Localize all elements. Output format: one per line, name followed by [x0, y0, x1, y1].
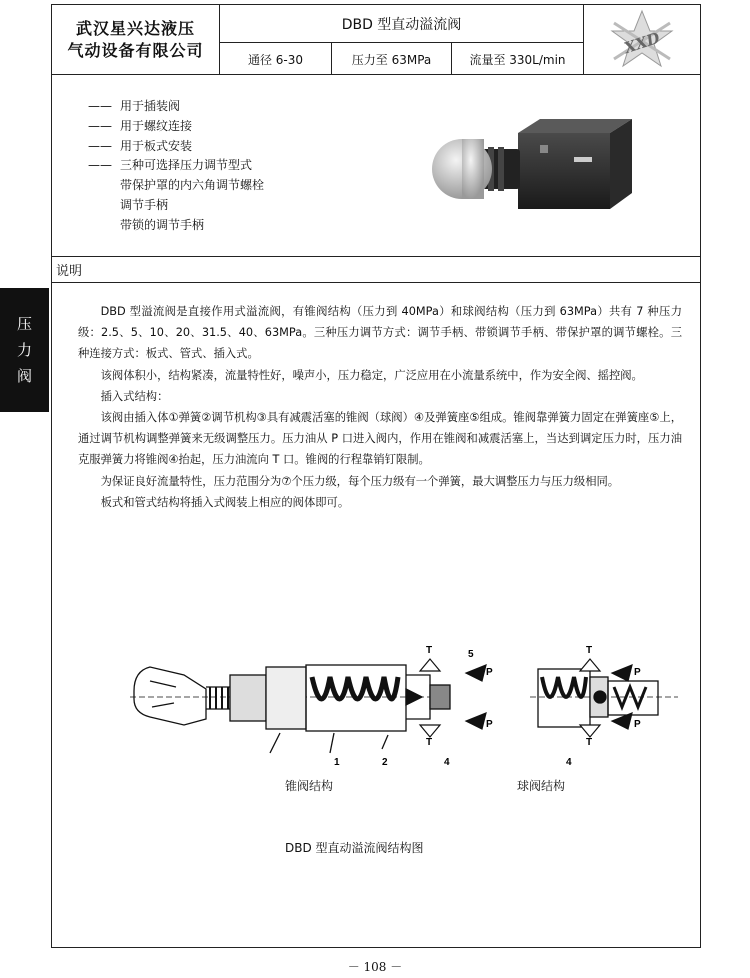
product-title: DBD 型直动溢流阀: [220, 5, 583, 43]
logo-icon: [594, 9, 690, 71]
header: [52, 5, 700, 75]
paragraph: 为保证良好流量特性，压力范围分为⑦个压力级，每个压力级有一个弹簧，最大调整压力与压力级相同。: [100, 474, 620, 488]
label-2: 2: [382, 757, 388, 768]
label-t: T: [426, 737, 433, 748]
list-item: —— 用于螺纹连接: [88, 118, 193, 133]
paragraph: 插入式结构：: [100, 389, 169, 403]
label-4: 4: [566, 757, 572, 768]
company-name: [52, 5, 220, 75]
spec-row: [220, 43, 583, 75]
features-panel: [52, 75, 700, 257]
list-item: 带保护罩的内六角调节螺栓: [120, 178, 265, 193]
label-p: P: [634, 667, 641, 678]
spec-pressure: 压力至 63MPa: [332, 43, 452, 75]
cone-valve-drawing: [130, 665, 450, 753]
list-item: —— 用于板式安装: [88, 138, 193, 153]
paragraph: 板式和管式结构将插入式阀装上相应的阀体即可。: [100, 495, 350, 509]
label-t: T: [586, 645, 593, 656]
page-number: － 108 －: [347, 960, 403, 974]
list-item: —— 用于插装阀: [88, 99, 181, 113]
structure-diagram: [130, 641, 690, 771]
list-item: 带锁的调节手柄: [120, 217, 205, 232]
list-item: 调节手柄: [120, 197, 169, 212]
company-logo: [583, 5, 700, 75]
paragraph: DBD 型溢流阀是直接作用式溢流阀，有锥阀结构（压力到 40MPa）和球阀结构（压力到 63MPa）共有 7 种压力级：2.5、5、10、20、31.5、40、63MPa。三种压力调节方式：调节手柄、带锁调节手柄、带保护罩的调节螺栓。三种连接方式：板式、管式、插入式。: [78, 305, 682, 361]
label-1: 1: [334, 757, 340, 768]
spec-flow: 流量至 330L/min: [469, 52, 566, 67]
logo-text: XXD: [621, 28, 663, 58]
category-side-tab: 压 力 阀: [0, 288, 49, 412]
company-line-1: 武汉星兴达液压: [75, 19, 195, 38]
list-item: —— 三种可选择压力调节型式: [88, 158, 253, 173]
valve-photo: [422, 105, 652, 225]
label-p: P: [634, 719, 641, 730]
section-label: 说明: [52, 257, 700, 283]
caption-ball: 球阀结构: [517, 779, 566, 793]
label-4: 4: [444, 757, 450, 768]
page-frame: [51, 4, 701, 948]
caption-cone: 锥阀结构: [285, 779, 334, 793]
feature-list: [88, 97, 264, 236]
label-p: P: [486, 667, 493, 678]
ball-valve-drawing: [530, 669, 678, 727]
spec-diameter: 通径 6-30: [220, 43, 332, 75]
paragraph: 该阀体积小，结构紧凑，流量特性好，噪声小，压力稳定，广泛应用在小流量系统中，作为安全阀、摇控阀。: [100, 368, 643, 382]
figure-caption: DBD 型直动溢流阀结构图: [285, 841, 424, 855]
label-t: T: [426, 645, 433, 656]
description: [78, 301, 682, 513]
label-t: T: [586, 737, 593, 748]
label-5: 5: [468, 649, 474, 660]
company-line-2: 气动设备有限公司: [67, 41, 204, 60]
label-p: P: [486, 719, 493, 730]
paragraph: 该阀由插入体①弹簧②调节机构③具有减震活塞的锥阀（球阀）④及弹簧座⑤组成。锥阀靠弹簧力固定在弹簧座⑤上，通过调节机构调整弹簧来无级调整压力。压力油从 P 口进入阀内，作用在锥阀和减震活塞上，当达到调定压力时，压力油克服弹簧力将锥阀④抬起，压力油流向 T 口。锥阀的行程靠销钉限制。: [78, 411, 682, 467]
